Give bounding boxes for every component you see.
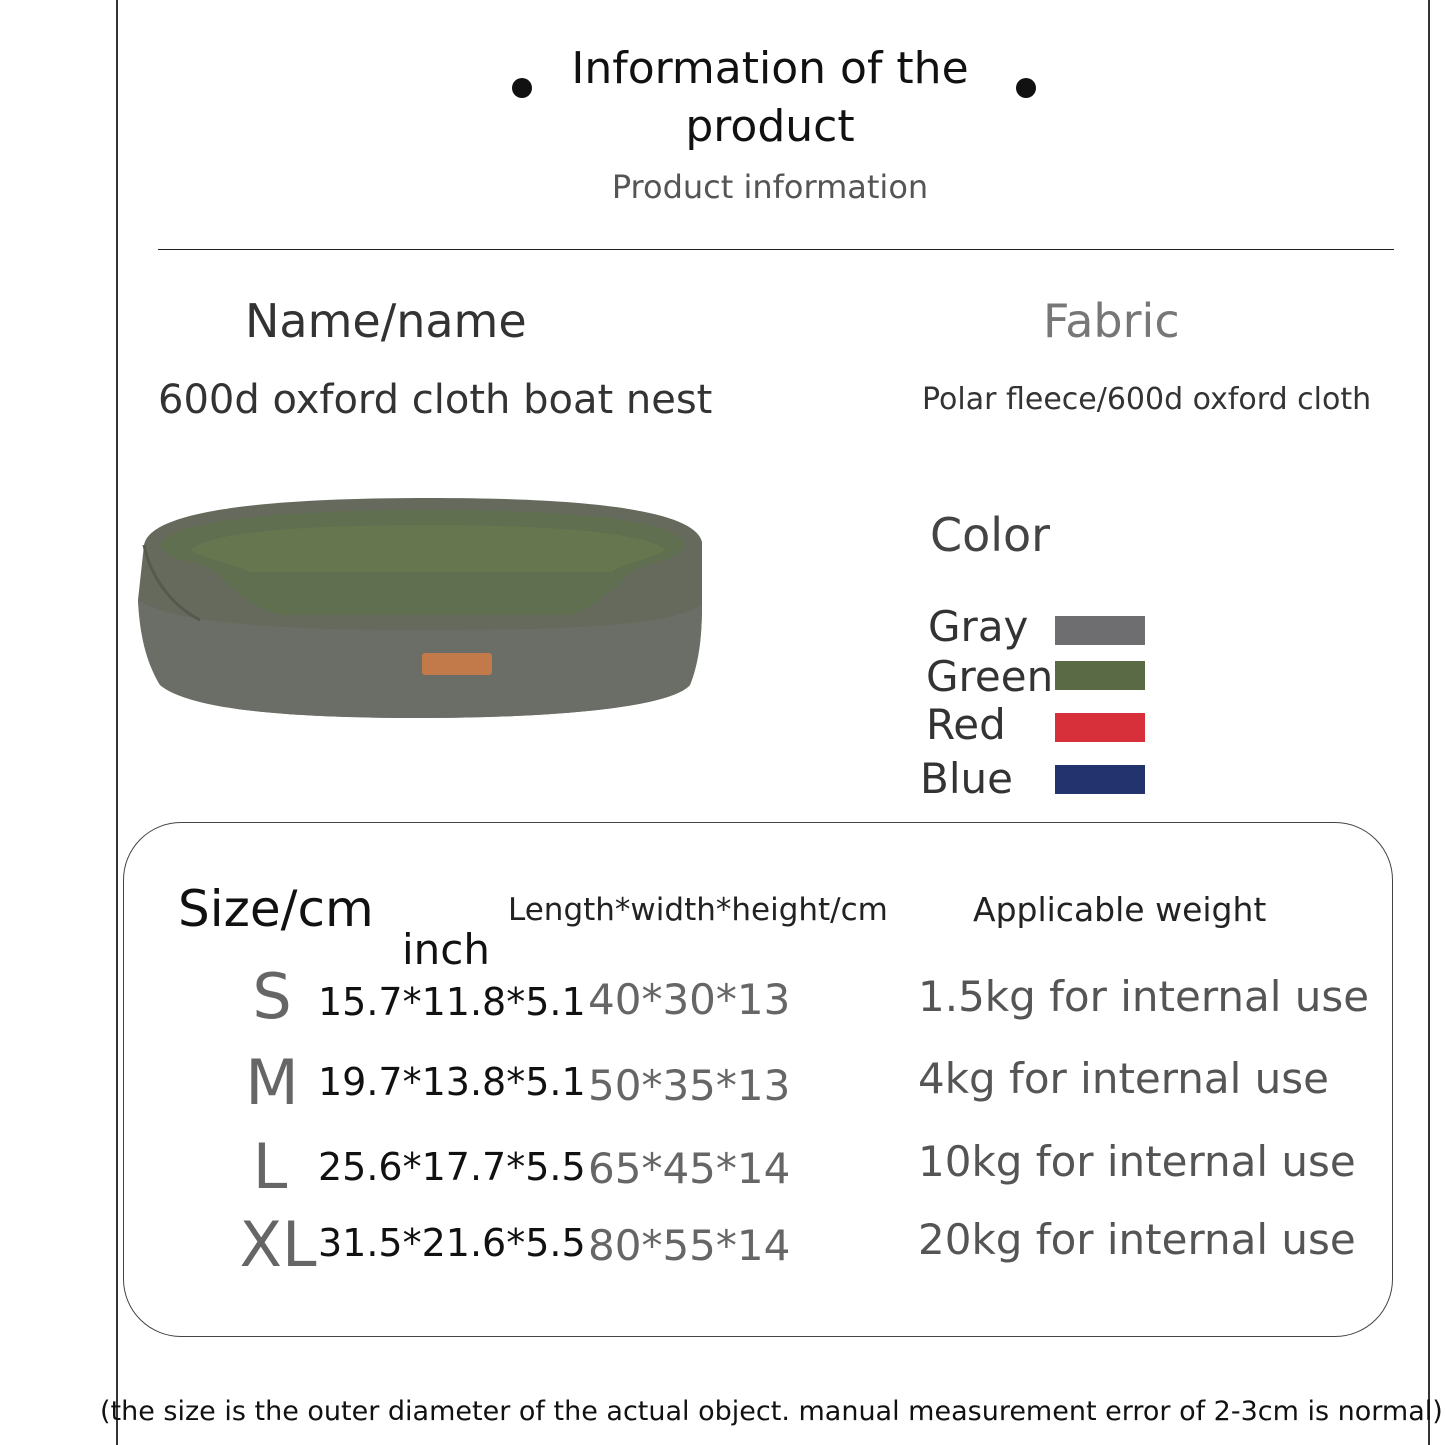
color-label-green: Green: [926, 652, 1054, 701]
right-border-line: [1428, 0, 1430, 1445]
color-heading: Color: [930, 508, 1051, 562]
inch-value-s: 15.7*11.8*5.1: [318, 980, 586, 1024]
size-footnote: (the size is the outer diameter of the actual object. manual measurement error of 2-3cm is normal): [100, 1396, 1443, 1427]
weight-value-m: 4kg for internal use: [918, 1054, 1329, 1103]
color-swatch-blue: [1055, 765, 1145, 794]
inch-value-l: 25.6*17.7*5.5: [318, 1145, 586, 1189]
cm-value-s: 40*30*13: [588, 975, 791, 1024]
product-image: [130, 490, 715, 725]
weight-column-header: Applicable weight: [973, 890, 1267, 929]
inch-value-m: 19.7*13.8*5.1: [318, 1060, 586, 1104]
cm-value-xl: 80*55*14: [588, 1221, 791, 1270]
header-divider: [158, 249, 1394, 250]
page-title: Information of the product: [571, 43, 969, 152]
color-swatch-gray: [1055, 616, 1145, 645]
page-subtitle: Product information: [611, 168, 929, 206]
bullet-dot-left: [512, 78, 532, 98]
cm-value-m: 50*35*13: [588, 1061, 791, 1110]
color-label-blue: Blue: [920, 754, 1013, 803]
size-label-l: L: [252, 1130, 288, 1203]
size-column-header: Size/cm: [178, 880, 374, 938]
color-swatch-red: [1055, 713, 1145, 742]
dimension-column-header: Length*width*height/cm: [508, 892, 888, 928]
weight-value-s: 1.5kg for internal use: [918, 972, 1370, 1021]
size-label-s: S: [252, 960, 292, 1033]
bullet-dot-right: [1016, 78, 1036, 98]
color-swatch-green: [1055, 661, 1145, 690]
left-border-line: [116, 0, 118, 1445]
size-label-m: M: [245, 1046, 299, 1119]
size-label-xl: XL: [239, 1208, 317, 1281]
inch-value-xl: 31.5*21.6*5.5: [318, 1221, 586, 1265]
brand-tag: [422, 653, 492, 675]
fabric-value: Polar fleece/600d oxford cloth: [922, 382, 1372, 417]
product-name: 600d oxford cloth boat nest: [158, 377, 713, 423]
weight-value-l: 10kg for internal use: [918, 1137, 1356, 1186]
color-label-gray: Gray: [928, 602, 1029, 651]
weight-value-xl: 20kg for internal use: [918, 1215, 1356, 1264]
cm-value-l: 65*45*14: [588, 1144, 791, 1193]
inch-column-header: inch: [402, 925, 490, 974]
fabric-heading: Fabric: [1043, 294, 1180, 348]
color-label-red: Red: [926, 700, 1006, 749]
name-heading: Name/name: [245, 294, 527, 348]
